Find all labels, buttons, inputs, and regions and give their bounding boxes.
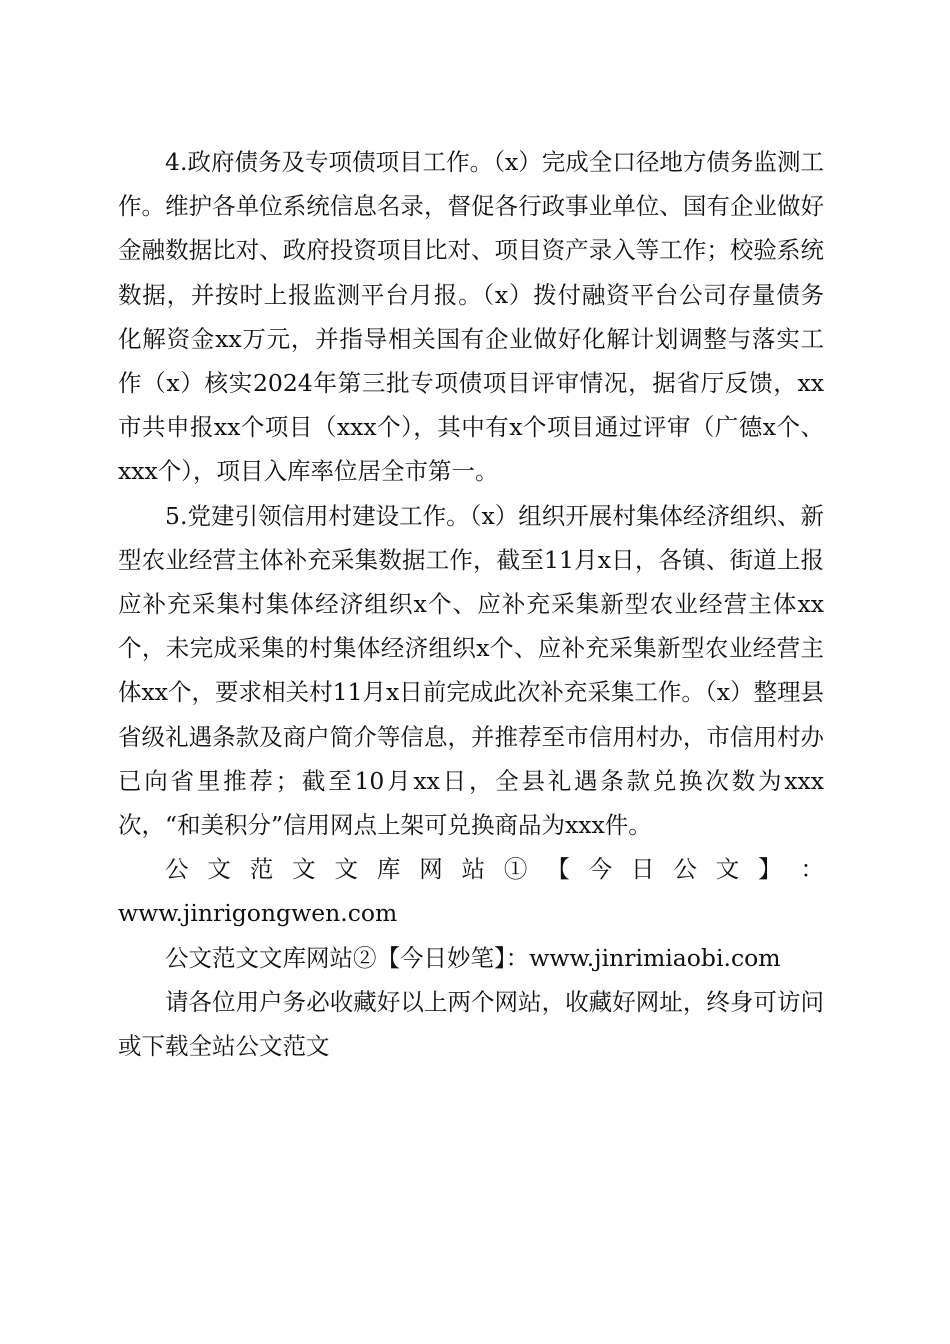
bookmark-notice: 请各位用户务必收藏好以上两个网站，收藏好网址，终身可访问或下载全站公文范文 bbox=[118, 987, 824, 1061]
site1-url[interactable]: www.jinrigongwen.com bbox=[118, 899, 398, 928]
site2-line: 公文范文文库网站②【今日妙笔】：www.jinrimiaobi.com bbox=[165, 943, 781, 972]
paragraph-credit-village: 5.党建引领信用村建设工作。（x）组织开展村集体经济组织、新型农业经营主体补充采集数据工作，截至11月x日，各镇、街道上报应补充采集村集体经济组织x个、应补充采集新型农业经营主体xx个，未完成采集的村集体经济组织x个、应补充采集新型农业经营主体xx个，要求相关村11月x日前完成此次补充采集工作。（x）整理县省级礼遇条款及商户简介等信息，并推荐至市信用村办，市信用村办已向省里推荐；截至10月xx日，全县礼遇条款兑换次数为xxx次，“和美积分”信用网点上架可兑换商品为xxx件。 bbox=[118, 501, 824, 840]
paragraph-government-debt: 4.政府债务及专项债项目工作。（x）完成全口径地方债务监测工作。维护各单位系统信息名录，督促各行政事业单位、国有企业做好金融数据比对、政府投资项目比对、项目资产录入等工作；校验系统数据，并按时上报监测平台月报。（x）拨付融资平台公司存量债务化解资金xx万元，并指导相关国有企业做好化解计划调整与落实工作（x）核实2024年第三批专项债项目评审情况，据省厅反馈，xx市共申报xx个项目（xxx个），其中有x个项目通过评审（广德x个、xxx个），项目入库率位居全市第一。 bbox=[118, 148, 824, 486]
site1-label: 公 文 范 文 文 库 网 站 ① 【 今 日 公 文 】 ： bbox=[165, 855, 824, 884]
document-page bbox=[118, 140, 824, 1068]
